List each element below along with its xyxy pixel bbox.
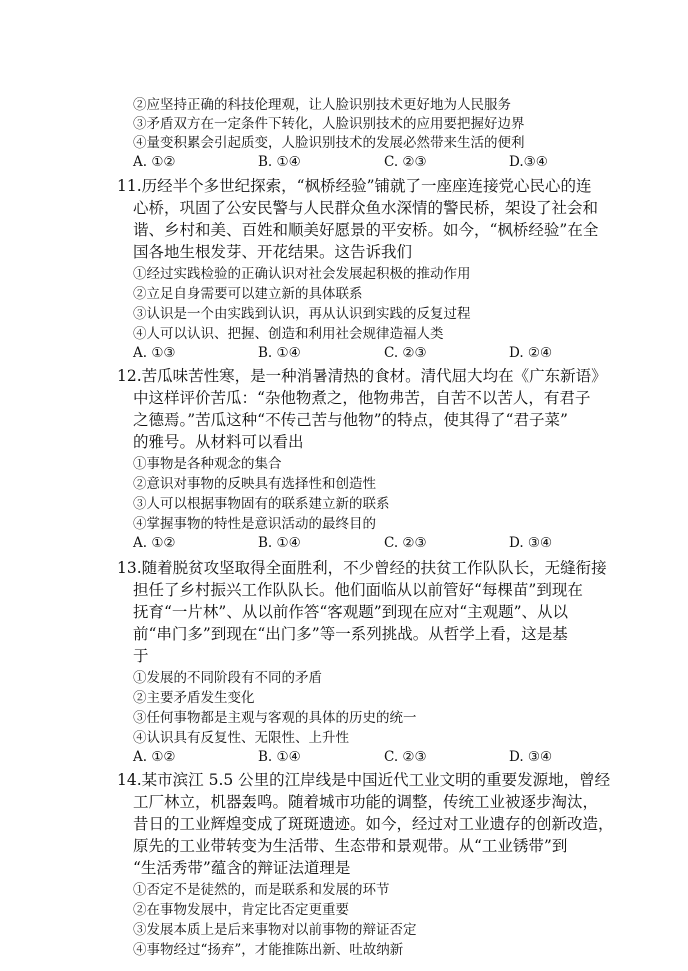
statement-2: ②立足自身需要可以建立新的具体联系 <box>133 286 363 302</box>
question-text-line: 抚育“一片林”、从以前作答“客观题”到现在应对“主观题”、从以 <box>133 603 569 621</box>
option-c: C. ②③ <box>384 535 427 551</box>
statement-4: ④事物经过“扬弃”，才能推陈出新、吐故纳新 <box>133 942 404 958</box>
question-text-line: 昔日的工业辉煌变成了斑斑遗迹。如今，经过对工业遗存的创新改造， <box>133 815 614 833</box>
statement-2: ②主要矛盾发生变化 <box>133 690 255 706</box>
question-text-line: 于 <box>133 647 149 665</box>
question-text-line: 13.随着脱贫攻坚取得全面胜利，不少曾经的扶贫工作队队长，无缝衔接 <box>117 559 607 577</box>
option-d: D. ②④ <box>509 345 553 361</box>
question-text-line: 原先的工业带转变为生活带、生态带和景观带。从“工业锈带”到 <box>133 837 568 855</box>
question-text-line: 的雅号。从材料可以看出 <box>133 433 304 451</box>
option-b: B. ①④ <box>258 535 301 551</box>
option-a: A. ①② <box>133 749 176 765</box>
option-a: A. ①② <box>133 154 176 170</box>
statement-3: ③认识是一个由实践到认识，再从认识到实践的反复过程 <box>133 306 471 322</box>
option-a: A. ①② <box>133 535 176 551</box>
statement-2: ②在事物发展中，肯定比否定更重要 <box>133 902 349 918</box>
question-text-line: “生活秀带”蕴含的辩证法道理是 <box>133 859 351 877</box>
question-text-line: 14.某市滨江 5.5 公里的江岸线是中国近代工业文明的重要发源地，曾经 <box>117 771 611 789</box>
question-text-line: 谐、乡村和美、百姓和顺美好愿景的平安桥。如今，“枫桥经验”在全 <box>133 221 599 239</box>
question-text-line: 担任了乡村振兴工作队队长。他们面临从以前管好“每棵苗”到现在 <box>133 581 583 599</box>
option-b: B. ①④ <box>258 154 301 170</box>
statement-3: ③矛盾双方在一定条件下转化，人脸识别技术的应用要把握好边界 <box>133 116 525 132</box>
question-text-line: 中这样评价苦瓜：“杂他物煮之，他物弗苦，自苦不以苦人，有君子 <box>133 389 591 407</box>
statement-3: ③人可以根据事物固有的联系建立新的联系 <box>133 496 390 512</box>
question-text-line: 国各地生根发芽、开花结果。这告诉我们 <box>133 243 413 261</box>
statement-4: ④认识具有反复性、无限性、上升性 <box>133 730 349 746</box>
option-b: B. ①④ <box>258 749 301 765</box>
question-text-line: 12.苦瓜味苦性寒，是一种消暑清热的食材。清代屈大均在《广东新语》 <box>117 367 607 385</box>
option-d: D. ③④ <box>509 535 553 551</box>
statement-4: ④人可以认识、把握、创造和利用社会规律造福人类 <box>133 326 444 342</box>
option-c: C. ②③ <box>384 749 427 765</box>
statement-4: ④量变积累会引起质变，人脸识别技术的发展必然带来生活的便利 <box>133 135 525 151</box>
option-d: D.③④ <box>509 154 548 170</box>
question-text-line: 前“串门多”到现在“出门多”等一系列挑战。从哲学上看，这是基 <box>133 625 568 643</box>
option-a: A. ①③ <box>133 345 176 361</box>
statement-1: ①否定不是徒然的，而是联系和发展的环节 <box>133 882 390 898</box>
statement-4: ④掌握事物的特性是意识活动的最终目的 <box>133 516 376 532</box>
option-b: B. ①④ <box>258 345 301 361</box>
statement-3: ③发展本质上是后来事物对以前事物的辩证否定 <box>133 922 417 938</box>
option-d: D. ③④ <box>509 749 553 765</box>
statement-1: ①经过实践检验的正确认识对社会发展起积极的推动作用 <box>133 266 471 282</box>
statement-2: ②应坚持正确的科技伦理观，让人脸识别技术更好地为人民服务 <box>133 97 511 113</box>
option-c: C. ②③ <box>384 154 427 170</box>
question-text-line: 11.历经半个多世纪探索，“枫桥经验”铺就了一座座连接党心民心的连 <box>117 177 592 195</box>
question-text-line: 心桥，巩固了公安民警与人民群众鱼水深情的警民桥，架设了社会和 <box>133 199 599 217</box>
question-text-line: 工厂林立，机器轰鸣。随着城市功能的调整，传统工业被逐步淘汰， <box>133 793 599 811</box>
statement-2: ②意识对事物的反映具有选择性和创造性 <box>133 476 376 492</box>
statement-1: ①事物是各种观念的集合 <box>133 456 282 472</box>
question-text-line: 之德焉。”苦瓜这种“不传己苦与他物”的特点，使其得了“君子菜” <box>133 411 568 429</box>
statement-1: ①发展的不同阶段有不同的矛盾 <box>133 670 322 686</box>
option-c: C. ②③ <box>384 345 427 361</box>
statement-3: ③任何事物都是主观与客观的具体的历史的统一 <box>133 710 417 726</box>
